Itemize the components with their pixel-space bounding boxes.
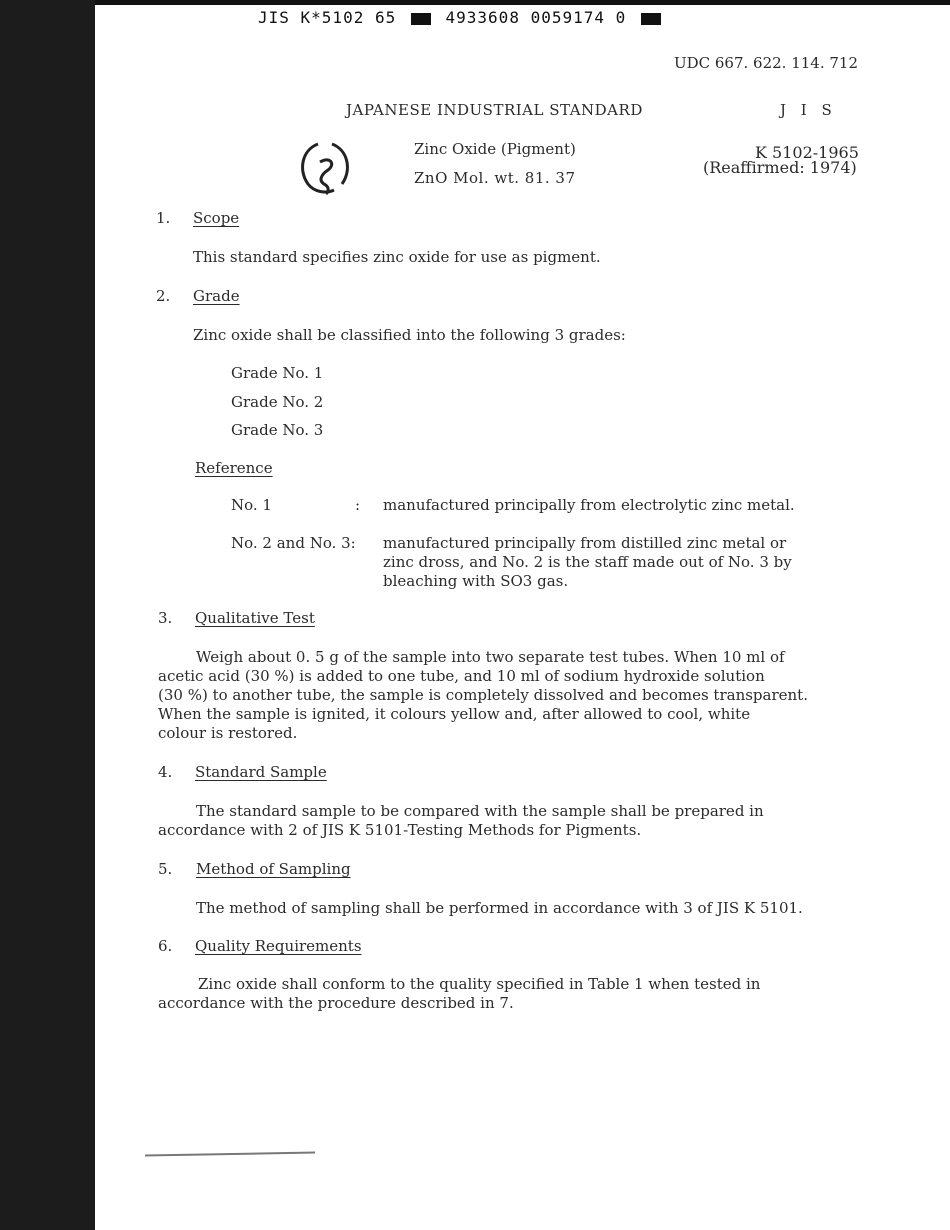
section-number: 3. [158,609,173,627]
redaction-block [411,13,431,25]
grade-item: Grade No. 3 [231,421,324,439]
reference-text-line: zinc dross, and No. 2 is the staff made out of No. 3 by [383,553,792,571]
scope-text: This standard specifies zinc oxide for use as pigment. [193,248,601,266]
section-number: 2. [156,287,171,305]
redaction-block [641,13,661,25]
reference-label: No. 1 [231,496,272,514]
grade-item: Grade No. 2 [231,393,324,411]
paragraph-line: acetic acid (30 %) is added to one tube, and 10 ml of sodium hydroxide solution [158,667,765,685]
section-number: 1. [156,209,171,227]
header-code-part1: JIS K*5102 65 [258,8,397,27]
jis-abbreviation: J I S [780,101,837,119]
scan-top-edge [95,0,950,5]
reaffirmed-year: (Reaffirmed: 1974) [703,158,857,177]
section-number: 6. [158,937,173,955]
standard-number: K 5102-1965 [755,143,859,162]
paragraph-line: The standard sample to be compared with the sample shall be prepared in [196,802,764,820]
header-code-part2: 4933608 0059174 0 [445,8,627,27]
section-number: 5. [158,860,173,878]
section-title-scope: Scope [193,209,240,227]
paragraph-line: The method of sampling shall be performed in accordance with 3 of JIS K 5101. [196,899,803,917]
reference-text-line: bleaching with SO3 gas. [383,572,569,590]
paragraph-line: When the sample is ignited, it colours yellow and, after allowed to cool, white [158,705,751,723]
jis-logo-icon [296,140,354,198]
chemical-formula: ZnO Mol. wt. 81. 37 [414,169,576,187]
section-title-quality-requirements: Quality Requirements [195,937,362,955]
scan-left-margin [0,0,95,1230]
section-title-method-of-sampling: Method of Sampling [196,860,351,878]
paragraph-line: Weigh about 0. 5 g of the sample into two separate test tubes. When 10 ml of [196,648,785,666]
reference-text-line: manufactured principally from distilled zinc metal or [383,534,787,552]
standard-title: JAPANESE INDUSTRIAL STANDARD [346,101,643,119]
udc-number: UDC 667. 622. 114. 712 [673,54,858,72]
paragraph-line: (30 %) to another tube, the sample is completely dissolved and becomes transparent. [158,686,808,704]
paragraph-line: accordance with the procedure described in 7. [158,994,514,1012]
grade-item: Grade No. 1 [231,364,324,382]
scan-artifact [145,1152,315,1157]
section-title-qualitative-test: Qualitative Test [195,609,315,627]
section-title-standard-sample: Standard Sample [195,763,327,781]
reference-title: Reference [195,459,273,477]
grade-intro: Zinc oxide shall be classified into the following 3 grades: [193,326,626,344]
header-code [258,8,665,27]
paragraph-line: accordance with 2 of JIS K 5101-Testing Methods for Pigments. [158,821,642,839]
section-number: 4. [158,763,173,781]
reference-colon: : [355,496,361,514]
section-title-grade: Grade [193,287,240,305]
document-title: Zinc Oxide (Pigment) [414,140,576,158]
reference-text: manufactured principally from electrolytic zinc metal. [383,496,795,514]
reference-label: No. 2 and No. 3: [231,534,356,552]
paragraph-line: Zinc oxide shall conform to the quality specified in Table 1 when tested in [198,975,761,993]
paragraph-line: colour is restored. [158,724,298,742]
